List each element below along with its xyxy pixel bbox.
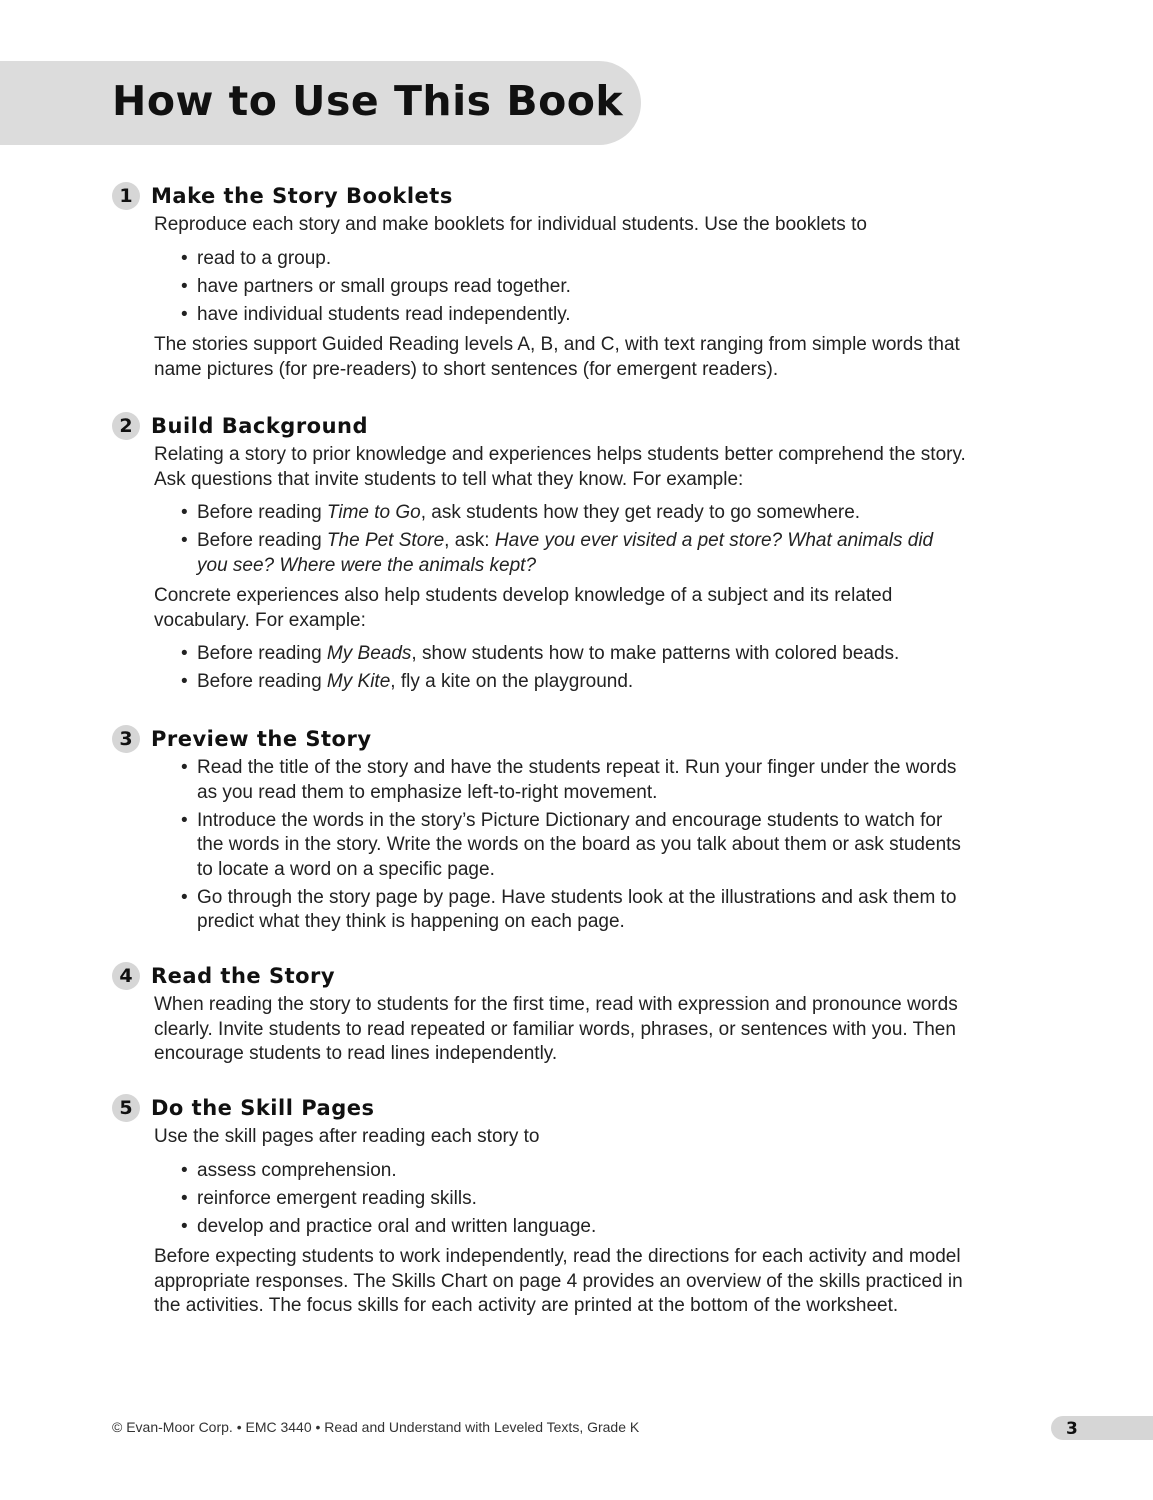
section-header [0,1094,1153,1122]
bullet-list [181,1159,961,1240]
list-item [181,501,961,526]
section-intro: Reproduce each story and make booklets for individual students. Use the booklets to [154,214,867,235]
section-outro: The stories support Guided Reading levels A, B, and C, with text ranging from simple words that name pictures (for pre-readers) to short sentences (for emergent readers). [154,334,960,380]
section-4 [0,962,1153,1067]
story-title: My Beads [326,643,412,664]
section-intro: Relating a story to prior knowledge and experiences helps students better comprehend the story. Ask questions that invite students to tell what they know. For example: [154,444,966,490]
section-heading: Make the Story Booklets [151,184,453,208]
item-text: , show students how to make patterns with colored beads. [411,643,900,664]
section-number-badge: 4 [112,962,140,990]
section-3 [0,725,1153,938]
section-2 [0,412,1153,698]
section-outro: Before expecting students to work independently, read the directions for each activity and model appropriate responses. The Skills Chart on page 4 provides an overview of the skills practiced in the activities. The focus skills for each activity are printed at the bottom of the worksheet. [154,1246,963,1316]
list-item: • Introduce the words in the story’s Picture Dictionary and encourage students to watch for the words in the story. Write the words on the board as you talk about them or ask students to locate a word on a specific page. [181,809,961,883]
section-heading: Build Background [151,414,369,438]
section-number-badge: 1 [112,182,140,210]
section-heading: Preview the Story [151,727,372,751]
list-item [181,529,961,578]
section-number-badge: 2 [112,412,140,440]
footer-credit: © Evan-Moor Corp. • EMC 3440 • Read and Understand with Leveled Texts, Grade K [112,1419,640,1435]
section-1 [0,182,1153,382]
list-item: • assess comprehension. [181,1159,961,1184]
page-number: 3 [1066,1419,1078,1439]
list-item: • have individual students read independently. [181,303,961,328]
item-text: Before reading [197,643,327,664]
example-question: Have you ever visited a pet store? What animals did you see? Where were the animals kept? [197,530,934,576]
item-text: Before reading [197,530,327,551]
list-item [181,642,961,667]
section-header [0,182,1153,210]
item-text: , fly a kite on the playground. [390,671,634,692]
bullet-list [181,642,961,695]
bullet-list [181,756,961,935]
story-title: The Pet Store [326,530,445,551]
bullet-list [181,501,961,578]
item-text: Before reading [197,671,327,692]
section-header [0,725,1153,753]
section-intro: Use the skill pages after reading each story to [154,1126,540,1147]
list-item: • Go through the story page by page. Have students look at the illustrations and ask them to predict what they think is happening on each page. [181,886,961,935]
list-item: • Read the title of the story and have the students repeat it. Run your finger under the words as you read them to emphasize left-to-right movement. [181,756,961,805]
section-heading: Read the Story [151,964,336,988]
story-title: My Kite [326,671,391,692]
list-item: • reinforce emergent reading skills. [181,1187,961,1212]
list-item [181,670,961,695]
section-heading: Do the Skill Pages [151,1096,375,1120]
list-item: • develop and practice oral and written language. [181,1215,961,1240]
list-item: • read to a group. [181,247,961,272]
section-intro: When reading the story to students for the first time, read with expression and pronounce words clearly. Invite students to read repeated or familiar words, phrases, or sentences with you. Then encourage students to read lines independently. [154,994,958,1064]
section-5 [0,1094,1153,1319]
section-middle: Concrete experiences also help students develop knowledge of a subject and its related vocabulary. For example: [154,585,893,631]
list-item: • have partners or small groups read together. [181,275,961,300]
section-number-badge: 3 [112,725,140,753]
section-number-badge: 5 [112,1094,140,1122]
item-text: Before reading [197,502,327,523]
item-text: , ask students how they get ready to go somewhere. [420,502,861,523]
item-text: , ask: [444,530,495,551]
page-title: How to Use This Book [112,77,624,125]
section-header [0,962,1153,990]
story-title: Time to Go [326,502,421,523]
section-header [0,412,1153,440]
bullet-list [181,247,961,328]
